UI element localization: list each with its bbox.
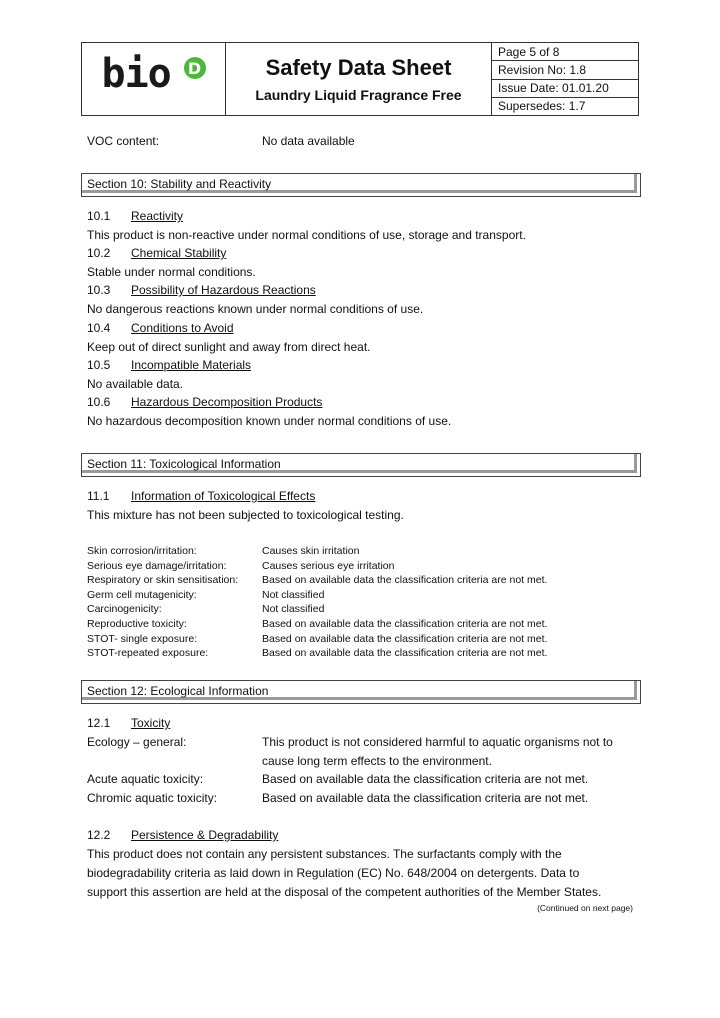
paragraph-line: support this assertion are held at the disposal of the competent authorities of the Member States. [87, 885, 602, 899]
item-text: This product is non-reactive under normal conditions of use, storage and transport. [87, 228, 526, 242]
paragraph-line: This product does not contain any persistent substances. The surfactants comply with the [87, 847, 562, 861]
tox-value: Not classified [262, 603, 325, 615]
section-12-bar [81, 680, 641, 704]
tox-label: STOT-repeated exposure: [87, 647, 209, 659]
item-heading: Incompatible Materials [131, 358, 252, 372]
eco-label: Acute aquatic toxicity: [87, 772, 204, 786]
item-heading: Conditions to Avoid [131, 321, 234, 335]
item-text: This mixture has not been subjected to toxicological testing. [87, 508, 404, 522]
section-10-title: Section 10: Stability and Reactivity [87, 177, 272, 191]
tox-value: Based on available data the classification criteria are not met. [262, 647, 548, 659]
item-heading: Possibility of Hazardous Reactions [131, 283, 316, 297]
section-11-title: Section 11: Toxicological Information [87, 457, 281, 471]
title-cell [226, 43, 492, 115]
section-12-title: Section 12: Ecological Information [87, 684, 269, 698]
tox-label: Reproductive toxicity: [87, 618, 187, 630]
item-heading: Hazardous Decomposition Products [131, 395, 323, 409]
tox-value: Based on available data the classification criteria are not met. [262, 574, 548, 586]
tox-label: Respiratory or skin sensitisation: [87, 574, 239, 586]
eco-value: Based on available data the classification criteria are not met. [262, 772, 589, 786]
paragraph-line: biodegradability criteria as laid down in Regulation (EC) No. 648/2004 on detergents. Data to [87, 866, 580, 880]
eco-label: Chromic aquatic toxicity: [87, 791, 218, 805]
item-text: No hazardous decomposition known under normal conditions of use. [87, 414, 452, 428]
item-heading: Toxicity [131, 716, 171, 730]
eco-value: Based on available data the classification criteria are not met. [262, 791, 589, 805]
item-text: Keep out of direct sunlight and away from direct heat. [87, 340, 371, 354]
item-number: 10.5 [87, 358, 111, 372]
item-heading: Information of Toxicological Effects [131, 489, 316, 503]
tox-label: Serious eye damage/irritation: [87, 560, 227, 572]
eco-label: Ecology – general: [87, 735, 187, 749]
document-header [81, 42, 639, 116]
tox-label: Skin corrosion/irritation: [87, 545, 197, 557]
section-10-bar [81, 173, 641, 197]
tox-value: Causes skin irritation [262, 545, 360, 557]
document-title: Safety Data Sheet [265, 55, 452, 80]
voc-value: No data available [262, 134, 355, 148]
eco-value: cause long term effects to the environment. [262, 754, 492, 768]
biod-logo [101, 51, 206, 99]
item-heading: Reactivity [131, 209, 184, 223]
item-number: 10.1 [87, 209, 111, 223]
item-heading: Chemical Stability [131, 246, 227, 260]
tox-label: Carcinogenicity: [87, 603, 162, 615]
meta-cell [492, 43, 638, 115]
section-11-bar [81, 453, 641, 477]
item-number: 10.3 [87, 283, 111, 297]
voc-label: VOC content: [87, 134, 160, 148]
tox-value: Based on available data the classification criteria are not met. [262, 618, 548, 630]
item-text: No dangerous reactions known under normal conditions of use. [87, 302, 424, 316]
item-number: 10.2 [87, 246, 111, 260]
tox-label: STOT- single exposure: [87, 633, 198, 645]
item-number: 10.4 [87, 321, 111, 335]
tox-value: Not classified [262, 589, 325, 601]
item-number: 12.2 [87, 828, 111, 842]
page-number: Page 5 of 8 [492, 43, 638, 61]
tox-value: Based on available data the classification criteria are not met. [262, 633, 548, 645]
logo-text: bio [101, 51, 171, 97]
item-number: 10.6 [87, 395, 111, 409]
tox-label: Germ cell mutagenicity: [87, 589, 197, 601]
item-number: 11.1 [87, 489, 110, 503]
item-number: 12.1 [87, 716, 111, 730]
eco-value: This product is not considered harmful to aquatic organisms not to [262, 735, 613, 749]
supersedes: Supersedes: 1.7 [498, 99, 586, 114]
tox-value: Causes serious eye irritation [262, 560, 395, 572]
product-name: Laundry Liquid Fragrance Free [255, 87, 462, 103]
item-text: Stable under normal conditions. [87, 265, 256, 279]
continued-note: (Continued on next page) [537, 903, 633, 913]
item-heading: Persistence & Degradability [131, 828, 279, 842]
revision-number: Revision No: 1.8 [492, 61, 638, 79]
logo-badge: D [184, 57, 206, 79]
logo-cell [82, 43, 226, 115]
issue-date: Issue Date: 01.01.20 [492, 80, 638, 98]
item-text: No available data. [87, 377, 184, 391]
